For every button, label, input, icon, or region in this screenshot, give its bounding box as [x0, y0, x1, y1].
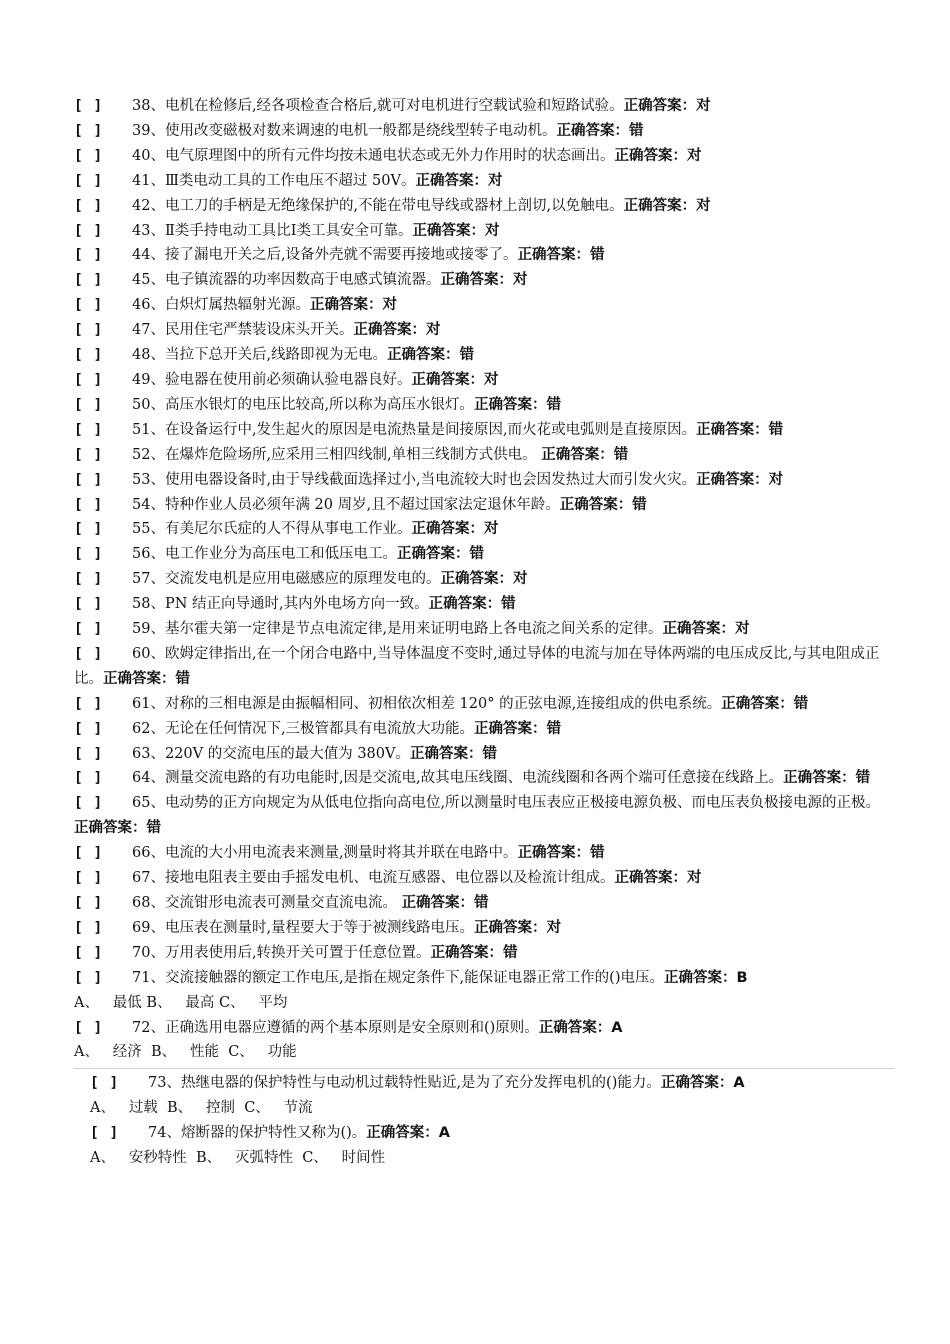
question-item: [74, 891, 894, 916]
answer-value: 错: [632, 496, 647, 513]
answer-checkbox[interactable]: [ ]: [74, 222, 104, 239]
answer-value: 错: [768, 421, 784, 438]
question-item: [74, 268, 894, 293]
answer-label: 正确答案：: [440, 272, 513, 289]
question-text: 41、Ⅲ类电动工具的工作电压不超过 50V。: [132, 172, 416, 189]
answer-checkbox[interactable]: [ ]: [74, 147, 104, 164]
answer-value: 对: [487, 172, 503, 189]
question-item: [74, 617, 894, 642]
question-item: [74, 194, 894, 219]
question-text: 64、测量交流电路的有功电能时,因是交流电,故其电压线圈、电流线圈和各两个端可任意接在线路上。: [132, 770, 784, 787]
answer-label: 正确答案：: [353, 322, 426, 339]
question-text: 50、高压水银灯的电压比较高,所以称为高压水银灯。: [132, 396, 475, 413]
question-text: 51、在设备运行中,发生起火的原因是电流热量是间接原因,而火花或电弧则是直接原因。: [132, 421, 697, 438]
question-item: [74, 219, 894, 244]
answer-checkbox[interactable]: [ ]: [74, 421, 104, 438]
question-item: [74, 418, 894, 443]
answer-label: 正确答案：: [517, 845, 591, 862]
question-text: 68、交流钳形电流表可测量交直流电流。: [132, 895, 402, 911]
question-item: [74, 916, 894, 941]
answer-value: 错: [474, 895, 489, 911]
answer-checkbox[interactable]: [ ]: [74, 944, 104, 961]
question-text: 58、PN 结正向导通时,其内外电场方向一致。: [132, 596, 429, 613]
answer-value: 对: [686, 870, 702, 887]
answer-checkbox[interactable]: [ ]: [74, 546, 104, 563]
answer-value: B: [736, 969, 748, 986]
question-text: 43、Ⅱ类手持电动工具比Ⅰ类工具安全可靠。: [132, 222, 413, 239]
question-item: [74, 169, 894, 194]
answer-checkbox[interactable]: [ ]: [74, 596, 104, 613]
answer-checkbox[interactable]: [ ]: [74, 895, 104, 911]
answer-label: 正确答案：: [623, 98, 697, 114]
answer-label: 正确答案：: [538, 1019, 612, 1036]
answer-label: 正确答案：: [474, 919, 547, 936]
answer-label: 正确答案：: [614, 147, 687, 164]
answer-options: A、 过载 B、 控制 C、 节流: [90, 1100, 313, 1117]
answer-checkbox[interactable]: [ ]: [74, 496, 104, 513]
answer-checkbox[interactable]: [ ]: [74, 1019, 104, 1036]
answer-checkbox[interactable]: [ ]: [74, 297, 104, 314]
answer-checkbox[interactable]: [ ]: [74, 371, 104, 388]
answer-value: 错: [503, 944, 518, 961]
question-text: 65、电动势的正方向规定为从低电位指向高电位,所以测量时电压表应正极接电源负极、而电压表负极接电源的正极。: [132, 795, 881, 812]
answer-options: A、 经济 B、 性能 C、 功能: [74, 1044, 297, 1061]
question-text: 48、当拉下总开关后,线路即视为无电。: [132, 347, 388, 364]
answer-checkbox[interactable]: [ ]: [74, 969, 104, 986]
question-item: [74, 144, 894, 169]
answer-value: 对: [768, 471, 784, 488]
answer-label: 正确答案：: [559, 496, 633, 513]
answer-label: 正确答案：: [614, 870, 687, 887]
question-text: 62、无论在任何情况下,三极管都具有电流放大功能。: [132, 720, 475, 737]
question-item: [74, 692, 894, 717]
answer-value: 对: [735, 621, 750, 638]
question-item: [74, 517, 894, 542]
answer-label: 正确答案：: [696, 471, 769, 488]
answer-value: 错: [793, 695, 809, 712]
answer-value: A: [438, 1125, 450, 1142]
question-text: 42、电工刀的手柄是无绝缘保护的,不能在带电导线或器材上剖切,以免触电。: [132, 197, 624, 214]
answer-label: 正确答案：: [663, 969, 737, 986]
answer-label: 正确答案：: [409, 745, 483, 762]
question-text: 70、万用表使用后,转换开关可置于任意位置。: [132, 944, 431, 961]
question-document: [74, 94, 894, 1171]
answer-value: 对: [483, 521, 499, 538]
answer-label: 正确答案：: [541, 446, 614, 463]
answer-label: 正确答案：: [721, 695, 794, 712]
answer-label: 正确答案：: [415, 172, 488, 189]
answer-value: 错: [459, 347, 475, 364]
question-text: 40、电气原理图中的所有元件均按未通电状态或无外力作用时的状态画出。: [132, 147, 615, 164]
answer-value: 对: [512, 571, 528, 588]
answer-checkbox[interactable]: [ ]: [74, 197, 104, 214]
answer-value: 错: [546, 720, 562, 737]
answer-value: 错: [590, 247, 605, 264]
answer-checkbox[interactable]: [ ]: [74, 571, 104, 588]
answer-checkbox[interactable]: [ ]: [74, 172, 104, 189]
answer-checkbox[interactable]: [ ]: [74, 645, 104, 662]
answer-checkbox[interactable]: [ ]: [74, 446, 104, 463]
question-item: [74, 293, 894, 318]
answer-checkbox[interactable]: [ ]: [74, 521, 104, 538]
answer-label: 正确答案：: [309, 297, 383, 314]
question-text: 44、接了漏电开关之后,设备外壳就不需要再接地或接零了。: [132, 247, 518, 264]
answer-checkbox[interactable]: [ ]: [74, 745, 104, 762]
answer-checkbox[interactable]: [ ]: [74, 870, 104, 887]
answer-value: 对: [382, 297, 397, 314]
answer-checkbox[interactable]: [ ]: [74, 322, 104, 339]
answer-value: 对: [686, 147, 702, 164]
question-text: 47、民用住宅严禁装设床头开关。: [132, 322, 354, 339]
answer-value: 错: [146, 820, 161, 837]
question-item: [74, 318, 894, 343]
answer-label: 正确答案：: [411, 521, 484, 538]
answer-value: 对: [696, 197, 711, 214]
question-text: 71、交流接触器的额定工作电压,是指在规定条件下,能保证电器正常工作的()电压。: [132, 969, 664, 986]
question-item: [74, 343, 894, 368]
question-list-continued: [74, 1071, 894, 1171]
question-text: 56、电工作业分为高压电工和低压电工。: [132, 546, 397, 563]
answer-label: 正确答案：: [783, 770, 856, 787]
answer-label: 正确答案：: [428, 596, 502, 613]
answer-label: 正确答案：: [474, 720, 547, 737]
answer-value: 错: [590, 845, 605, 862]
answer-value: 错: [613, 446, 629, 463]
question-item: [74, 368, 894, 393]
answer-checkbox[interactable]: [ ]: [74, 770, 104, 787]
question-item: [74, 941, 894, 966]
question-text: 52、在爆炸危险场所,应采用三相四线制,单相三线制方式供电。: [132, 446, 542, 463]
answer-value: 对: [425, 322, 441, 339]
answer-label: 正确答案：: [412, 222, 486, 239]
answer-value: 错: [469, 546, 484, 563]
question-text: 74、熔断器的保护特性又称为()。: [148, 1125, 367, 1142]
question-list: [74, 94, 894, 1065]
answer-value: 对: [485, 222, 500, 239]
answer-value: 错: [546, 396, 562, 413]
answer-checkbox[interactable]: [ ]: [74, 247, 104, 264]
question-text: 54、特种作业人员必须年满 20 周岁,且不超过国家法定退休年龄。: [132, 496, 560, 513]
answer-label: 正确答案：: [103, 670, 176, 687]
answer-label: 正确答案：: [440, 571, 513, 588]
answer-label: 正确答案：: [556, 122, 629, 139]
answer-checkbox[interactable]: [ ]: [74, 621, 104, 638]
answer-value: 错: [482, 745, 497, 762]
answer-checkbox[interactable]: [ ]: [74, 720, 104, 737]
answer-value: 对: [696, 98, 711, 114]
answer-checkbox[interactable]: [ ]: [74, 122, 104, 139]
question-text: 60、欧姆定律指出,在一个闭合电路中,当导体温度不变时,通过导体的电流与加在导体两端的电压成反比,与其电阻成正比。: [74, 645, 880, 687]
answer-checkbox[interactable]: [ ]: [74, 98, 104, 114]
answer-label: 正确答案：: [662, 621, 736, 638]
answer-checkbox[interactable]: [ ]: [74, 396, 104, 413]
question-item: [74, 393, 894, 418]
question-item: [74, 119, 894, 144]
question-item: [90, 1121, 894, 1146]
answer-label: 正确答案：: [366, 1125, 439, 1142]
answer-checkbox[interactable]: [ ]: [74, 919, 104, 936]
answer-value: A: [611, 1019, 623, 1036]
question-text: 73、热继电器的保护特性与电动机过载特性贴近,是为了充分发挥电机的()能力。: [148, 1075, 661, 1092]
question-text: 72、正确选用电器应遵循的两个基本原则是安全原则和()原则。: [132, 1019, 539, 1036]
answer-value: 错: [501, 596, 516, 613]
answer-value: 错: [855, 770, 871, 787]
question-item: [74, 493, 894, 518]
question-item: [74, 717, 894, 742]
question-item: [74, 243, 894, 268]
section-divider: [74, 1068, 894, 1069]
question-item: [90, 1071, 894, 1096]
answer-value: 错: [628, 122, 644, 139]
question-text: 57、交流发电机是应用电磁感应的原理发电的。: [132, 571, 441, 588]
answer-label: 正确答案：: [401, 895, 475, 911]
question-text: 39、使用改变磁极对数来调速的电机一般都是绕线型转子电动机。: [132, 122, 557, 139]
question-item: [74, 841, 894, 866]
answer-label: 正确答案：: [517, 247, 591, 264]
answer-label: 正确答案：: [387, 347, 460, 364]
question-text: 55、有美尼尔氏症的人不得从事电工作业。: [132, 521, 412, 538]
answer-checkbox[interactable]: [ ]: [74, 347, 104, 364]
answer-label: 正确答案：: [396, 546, 470, 563]
answer-checkbox[interactable]: [ ]: [74, 695, 104, 712]
question-text: 69、电压表在测量时,量程要大于等于被测线路电压。: [132, 919, 475, 936]
answer-checkbox[interactable]: [ ]: [74, 272, 104, 289]
question-item: [74, 443, 894, 468]
answer-checkbox[interactable]: [ ]: [90, 1125, 120, 1142]
question-item: [74, 1016, 894, 1041]
answer-value: 对: [546, 919, 562, 936]
question-item: [74, 468, 894, 493]
answer-value: 对: [512, 272, 528, 289]
answer-value: 错: [175, 670, 190, 687]
answer-label: 正确答案：: [660, 1075, 734, 1092]
question-item: [74, 592, 894, 617]
answer-options: A、 安秒特性 B、 灭弧特性 C、 时间性: [90, 1150, 386, 1167]
question-item: [74, 742, 894, 767]
question-item: [74, 966, 894, 991]
question-item: [74, 791, 894, 841]
answer-checkbox[interactable]: [ ]: [74, 471, 104, 488]
question-text: 67、接地电阻表主要由手摇发电机、电流互感器、电位器以及检流计组成。: [132, 870, 615, 887]
question-item: [74, 642, 894, 692]
answer-label: 正确答案：: [623, 197, 697, 214]
question-text: 61、对称的三相电源是由振幅相同、初相依次相差 120° 的正弦电源,连接组成的供电系统。: [132, 695, 722, 712]
question-text: 46、白炽灯属热辐射光源。: [132, 297, 310, 314]
answer-value: 对: [483, 371, 499, 388]
answer-label: 正确答案：: [411, 371, 484, 388]
answer-label: 正确答案：: [74, 820, 147, 837]
answer-label: 正确答案：: [430, 944, 504, 961]
question-text: 49、验电器在使用前必须确认验电器良好。: [132, 371, 412, 388]
answer-checkbox[interactable]: [ ]: [74, 795, 104, 812]
question-text: 45、电子镇流器的功率因数高于电感式镇流器。: [132, 272, 441, 289]
question-item: [74, 567, 894, 592]
question-item: [74, 94, 894, 119]
answer-checkbox[interactable]: [ ]: [74, 845, 104, 862]
question-text: 66、电流的大小用电流表来测量,测量时将其并联在电路中。: [132, 845, 518, 862]
question-text: 53、使用电器设备时,由于导线截面选择过小,当电流较大时也会因发热过大而引发火灾。: [132, 471, 697, 488]
answer-options: A、 最低 B、 最高 C、 平均: [74, 994, 288, 1011]
question-text: 63、220V 的交流电压的最大值为 380V。: [132, 745, 410, 762]
answer-label: 正确答案：: [474, 396, 547, 413]
answer-value: A: [733, 1075, 745, 1092]
question-item: [74, 766, 894, 791]
question-text: 59、基尔霍夫第一定律是节点电流定律,是用来证明电路上各电流之间关系的定律。: [132, 621, 663, 638]
answer-checkbox[interactable]: [ ]: [90, 1075, 120, 1092]
question-item: [74, 866, 894, 891]
question-item: [74, 542, 894, 567]
question-text: 38、电机在检修后,经各项检查合格后,就可对电机进行空载试验和短路试验。: [132, 98, 624, 114]
answer-label: 正确答案：: [696, 421, 769, 438]
